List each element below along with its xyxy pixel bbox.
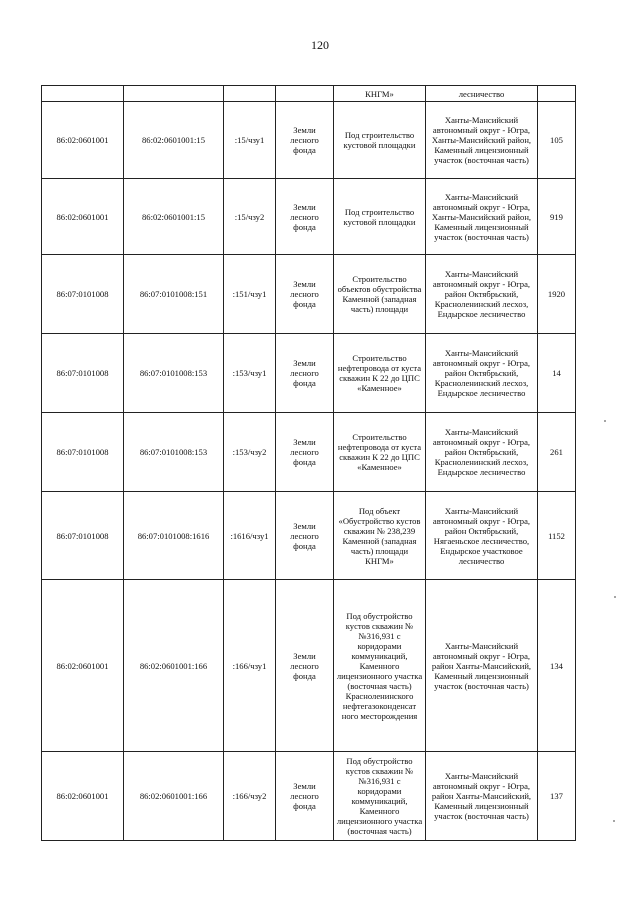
cell-cadastral-number: 86:07:0101008:151 bbox=[124, 255, 224, 334]
cell-cadastral-number: 86:02:0601001:166 bbox=[124, 580, 224, 752]
cell-land-category: Земли лесного фонда bbox=[276, 179, 334, 255]
cell-empty bbox=[538, 86, 576, 102]
cell-cadastral-quarter: 86:02:0601001 bbox=[42, 752, 124, 841]
cell-empty bbox=[276, 86, 334, 102]
cell-location: Ханты-Мансийский автономный округ - Югра, район Октябрьский, Красноленинский лесхоз, Ендырское лесничество bbox=[426, 413, 538, 492]
cell-land-category: Земли лесного фонда bbox=[276, 413, 334, 492]
cell-cadastral-quarter: 86:07:0101008 bbox=[42, 492, 124, 580]
cell-area: 1152 bbox=[538, 492, 576, 580]
table-row bbox=[42, 102, 576, 179]
cell-empty bbox=[42, 86, 124, 102]
table-row bbox=[42, 334, 576, 413]
cell-purpose: Под строительство кустовой площадки bbox=[334, 102, 426, 179]
cell-land-category: Земли лесного фонда bbox=[276, 580, 334, 752]
cell-land-category: Земли лесного фонда bbox=[276, 492, 334, 580]
cell-part-number: :151/чзу1 bbox=[224, 255, 276, 334]
cell-cadastral-number: 86:02:0601001:15 bbox=[124, 102, 224, 179]
table-row bbox=[42, 255, 576, 334]
scan-speck bbox=[613, 820, 615, 822]
cell-area: 137 bbox=[538, 752, 576, 841]
cell-purpose: Под обустройство кустов скважин №№316,931 с коридорами коммуникаций, Каменного лицензионного участка (восточная часть) Красноленинского нефтегазоконденсат ного месторождения bbox=[334, 580, 426, 752]
cell-purpose: Под объект «Обустройство кустов скважин № 238,239 Каменной (западная часть) площади КНГМ» bbox=[334, 492, 426, 580]
cell-purpose: Строительство нефтепровода от куста скважин К 22 до ЦПС «Каменное» bbox=[334, 334, 426, 413]
cell-location: Ханты-Мансийский автономный округ - Югра, Ханты-Мансийский район, Каменный лицензионный участок (восточная часть) bbox=[426, 102, 538, 179]
table-row bbox=[42, 413, 576, 492]
scan-speck bbox=[604, 420, 606, 422]
cell-area: 14 bbox=[538, 334, 576, 413]
table-row bbox=[42, 580, 576, 752]
cell-area: 105 bbox=[538, 102, 576, 179]
cell-land-category: Земли лесного фонда bbox=[276, 334, 334, 413]
cell-cadastral-quarter: 86:02:0601001 bbox=[42, 179, 124, 255]
cell-empty bbox=[124, 86, 224, 102]
page-number: 120 bbox=[311, 38, 329, 52]
table-row bbox=[42, 752, 576, 841]
cell-part-number: :1616/чзу1 bbox=[224, 492, 276, 580]
cell-part-number: :153/чзу1 bbox=[224, 334, 276, 413]
cell-area: 1920 bbox=[538, 255, 576, 334]
cell-cadastral-quarter: 86:07:0101008 bbox=[42, 413, 124, 492]
cell-cadastral-quarter: 86:02:0601001 bbox=[42, 580, 124, 752]
cell-area: 261 bbox=[538, 413, 576, 492]
cell-empty bbox=[224, 86, 276, 102]
table-row bbox=[42, 179, 576, 255]
cell-location: Ханты-Мансийский автономный округ - Югра, район Октябрьский, Красноленинский лесхоз, Ендырское лесничество bbox=[426, 334, 538, 413]
cell-area: 134 bbox=[538, 580, 576, 752]
cell-part-number: :15/чзу2 bbox=[224, 179, 276, 255]
cell-cadastral-number: 86:02:0601001:15 bbox=[124, 179, 224, 255]
scan-speck bbox=[614, 596, 616, 598]
table-continuation-row bbox=[42, 86, 576, 102]
cell-location: лесничество bbox=[426, 86, 538, 102]
cell-land-category: Земли лесного фонда bbox=[276, 752, 334, 841]
land-plots-table bbox=[41, 85, 576, 841]
cell-land-category: Земли лесного фонда bbox=[276, 255, 334, 334]
cell-part-number: :15/чзу1 bbox=[224, 102, 276, 179]
cell-cadastral-number: 86:07:0101008:1616 bbox=[124, 492, 224, 580]
table-row bbox=[42, 492, 576, 580]
cell-cadastral-number: 86:02:0601001:166 bbox=[124, 752, 224, 841]
cell-location: Ханты-Мансийский автономный округ - Югра, Ханты-Мансийский район, Каменный лицензионный участок (восточная часть) bbox=[426, 179, 538, 255]
cell-cadastral-quarter: 86:07:0101008 bbox=[42, 334, 124, 413]
cell-land-category: Земли лесного фонда bbox=[276, 102, 334, 179]
cell-part-number: :166/чзу2 bbox=[224, 752, 276, 841]
cell-cadastral-quarter: 86:02:0601001 bbox=[42, 102, 124, 179]
cell-purpose: Строительство нефтепровода от куста скважин К 22 до ЦПС «Каменное» bbox=[334, 413, 426, 492]
cell-location: Ханты-Мансийский автономный округ - Югра, район Октябрьский, Нягаеньское лесничество, Ендырское участковое лесничество bbox=[426, 492, 538, 580]
cell-cadastral-quarter: 86:07:0101008 bbox=[42, 255, 124, 334]
cell-cadastral-number: 86:07:0101008:153 bbox=[124, 413, 224, 492]
cell-purpose: Под обустройство кустов скважин №№316,931 с коридорами коммуникаций, Каменного лицензионного участка (восточная часть) bbox=[334, 752, 426, 841]
cell-purpose: Под строительство кустовой площадки bbox=[334, 179, 426, 255]
cell-cadastral-number: 86:07:0101008:153 bbox=[124, 334, 224, 413]
cell-area: 919 bbox=[538, 179, 576, 255]
cell-location: Ханты-Мансийский автономный округ - Югра, район Ханты-Мансийский, Каменный лицензионный участок (восточная часть) bbox=[426, 752, 538, 841]
cell-part-number: :166/чзу1 bbox=[224, 580, 276, 752]
cell-purpose: КНГМ» bbox=[334, 86, 426, 102]
cell-location: Ханты-Мансийский автономный округ - Югра, район Ханты-Мансийский, Каменный лицензионный участок (восточная часть) bbox=[426, 580, 538, 752]
cell-location: Ханты-Мансийский автономный округ - Югра, район Октябрьский, Красноленинский лесхоз, Ендырское лесничество bbox=[426, 255, 538, 334]
cell-purpose: Строительство объектов обустройства Каменной (западная часть) площади bbox=[334, 255, 426, 334]
cell-part-number: :153/чзу2 bbox=[224, 413, 276, 492]
